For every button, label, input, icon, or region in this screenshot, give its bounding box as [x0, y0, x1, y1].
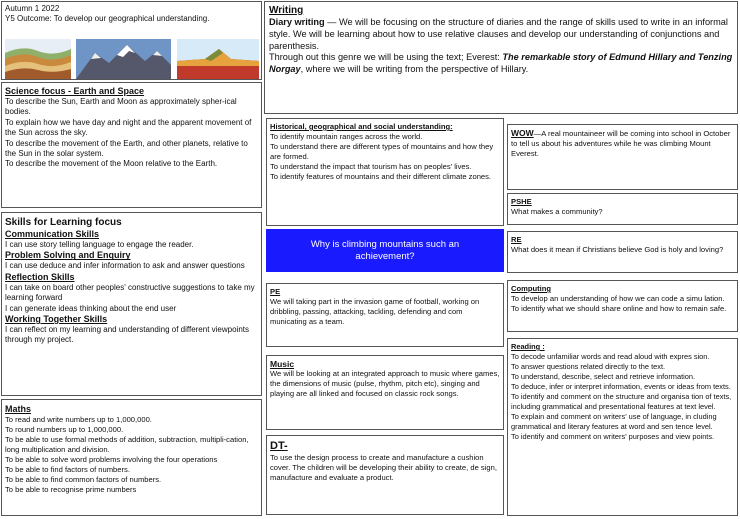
computing-text: To develop an understanding of how we can code a simu lation. To identify what we should share online and how to remain safe.	[511, 294, 727, 313]
wow-paragraph	[511, 128, 734, 159]
maths-title: Maths	[5, 404, 32, 414]
maths-line: To read and write numbers up to 1,000,000.	[5, 415, 152, 424]
science-box	[1, 82, 262, 208]
wow-text: —A real mountaineer will be coming into school in October to tell us about his adventures while he was climbing Mount Everest.	[511, 129, 731, 158]
history-title: Historical, geographical and social understanding:	[270, 122, 453, 131]
text-paragraph	[269, 52, 733, 76]
maths-line: To round numbers up to 1,000,000.	[5, 425, 124, 434]
music-text: We will be looking at an integrated approach to music where games, the dimensions of music (pulse, rhythm, pitch etc), singing and playing are all linked and focused on classic rock songs.	[270, 369, 500, 398]
history-line: To identify mountain ranges across the world.	[270, 132, 423, 141]
history-line: To identify features of mountains and their different climate zones.	[270, 172, 492, 181]
diary-text: — We will be focusing on the structure of diaries and the range of skills used to write in an informal style. We will be learning about how to use relative clauses and develop our understanding of conjunctions and parenthesis.	[269, 17, 728, 51]
history-line: To understand there are different types of mountains and how they are formed.	[270, 142, 494, 161]
reading-title: Reading :	[511, 342, 545, 351]
dt-box	[266, 435, 504, 515]
writing-title: Writing	[269, 5, 304, 16]
re-title: RE	[511, 235, 522, 244]
pe-box	[266, 283, 504, 347]
reflection-text-2: I can generate ideas thinking about the end user	[5, 303, 177, 313]
science-line: To describe the movement of the Moon relative to the Earth.	[5, 159, 218, 169]
reading-box	[507, 338, 738, 516]
dt-text: To use the design process to create and manufacture a cushion cover. The children will be developing their ability to create, de sign, manufacture and evaluate a product.	[270, 453, 497, 482]
science-line: To explain how we have day and night and the apparent movement of the Sun across the sky.	[5, 117, 252, 138]
text-intro: Through out this genre we will be using the text; Everest:	[269, 52, 503, 63]
together-text: I can reflect on my learning and understanding of different viewpoints through my project.	[5, 325, 249, 345]
term-title: Autumn 1 2022	[5, 4, 60, 13]
maths-line: To be able to use formal methods of addition, subtraction, multipli-cation, long multiplication and division.	[5, 435, 249, 454]
book-title: The remarkable story of Edmund Hillary and Tenzing Norgay	[269, 52, 733, 75]
reading-line: To identify and comment on the structure and organisa tion of texts, including grammatical and presentational features at text level.	[511, 392, 732, 411]
pshe-box	[507, 193, 738, 225]
reading-line: To decode unfamiliar words and read aloud with expres sion.	[511, 352, 710, 361]
dt-title: DT-	[270, 440, 288, 452]
rock-layers-image	[5, 39, 71, 79]
tectonic-plates-image	[177, 39, 259, 79]
writing-box	[264, 1, 738, 114]
reading-line: To understand, describe, select and retrieve information.	[511, 372, 696, 381]
re-box	[507, 231, 738, 273]
pshe-title: PSHE	[511, 197, 532, 206]
history-box	[266, 118, 504, 226]
science-title: Science focus - Earth and Space	[5, 86, 145, 96]
big-question-text: Why is climbing mountains such an achievement?	[310, 238, 460, 262]
maths-line: To be able to find factors of numbers.	[5, 465, 130, 474]
reflection-text: I can take on board other peoples' constructive suggestions to take my learning forward	[5, 282, 255, 303]
big-question-box	[266, 229, 504, 272]
history-line: To understand the impact that tourism has on peoples' lives.	[270, 162, 472, 171]
maths-box	[1, 399, 262, 516]
maths-line: To be able to recognise prime numbers	[5, 485, 137, 494]
reading-line: To identify and comment on writers' purposes and view points.	[511, 432, 715, 441]
skills-box	[1, 212, 262, 396]
reading-line: To deduce, infer or interpret information, events or ideas from texts.	[511, 382, 731, 391]
reflection-title: Reflection Skills	[5, 271, 75, 282]
wow-title: WOW	[511, 128, 534, 138]
reading-line: To answer questions related directly to the text.	[511, 362, 666, 371]
reading-line: To explain and comment on writers' use of language, in cluding grammatical and literary features at word and sen tence level.	[511, 412, 717, 431]
maths-line: To be able to find common factors of numbers.	[5, 475, 162, 484]
re-text: What does it mean if Christians believe God is holy and loving?	[511, 245, 724, 254]
snowy-mountains-image	[76, 39, 171, 79]
problem-text: I can use deduce and infer information to ask and answer questions	[5, 261, 245, 271]
communication-title: Communication Skills	[5, 229, 100, 239]
outcome-text: Y5 Outcome: To develop our geographical understanding.	[5, 14, 210, 24]
diary-label: Diary writing	[269, 17, 325, 27]
diary-paragraph	[269, 17, 733, 52]
science-line: To describe the movement of the Earth, and other planets, relative to the Sun in the solar system.	[5, 138, 248, 159]
science-line: To describe the Sun, Earth and Moon as approximately spher-ical bodies.	[5, 97, 237, 117]
pe-title: PE	[270, 287, 281, 296]
wow-box	[507, 124, 738, 190]
maths-line: To be able to solve word problems involving the four operations	[5, 455, 218, 464]
computing-title: Computing	[511, 284, 552, 293]
together-title: Working Together Skills	[5, 314, 108, 325]
problem-title: Problem Solving and Enquiry	[5, 250, 131, 261]
music-title: Music	[270, 359, 295, 369]
music-box	[266, 355, 504, 430]
computing-box	[507, 280, 738, 332]
header-box	[1, 1, 262, 80]
skills-title: Skills for Learning focus	[5, 217, 122, 228]
pshe-text: What makes a community?	[511, 207, 603, 216]
mountain-images	[5, 39, 259, 79]
communication-text: I can use story telling language to engage the reader.	[5, 240, 194, 249]
text-outro: , where we will be writing from the perspective of Hillary.	[300, 64, 529, 75]
pe-text: We will taking part in the invasion game of football, working on dribbling, passing, attacking, tackling, defending and com municating as a team.	[270, 297, 480, 326]
